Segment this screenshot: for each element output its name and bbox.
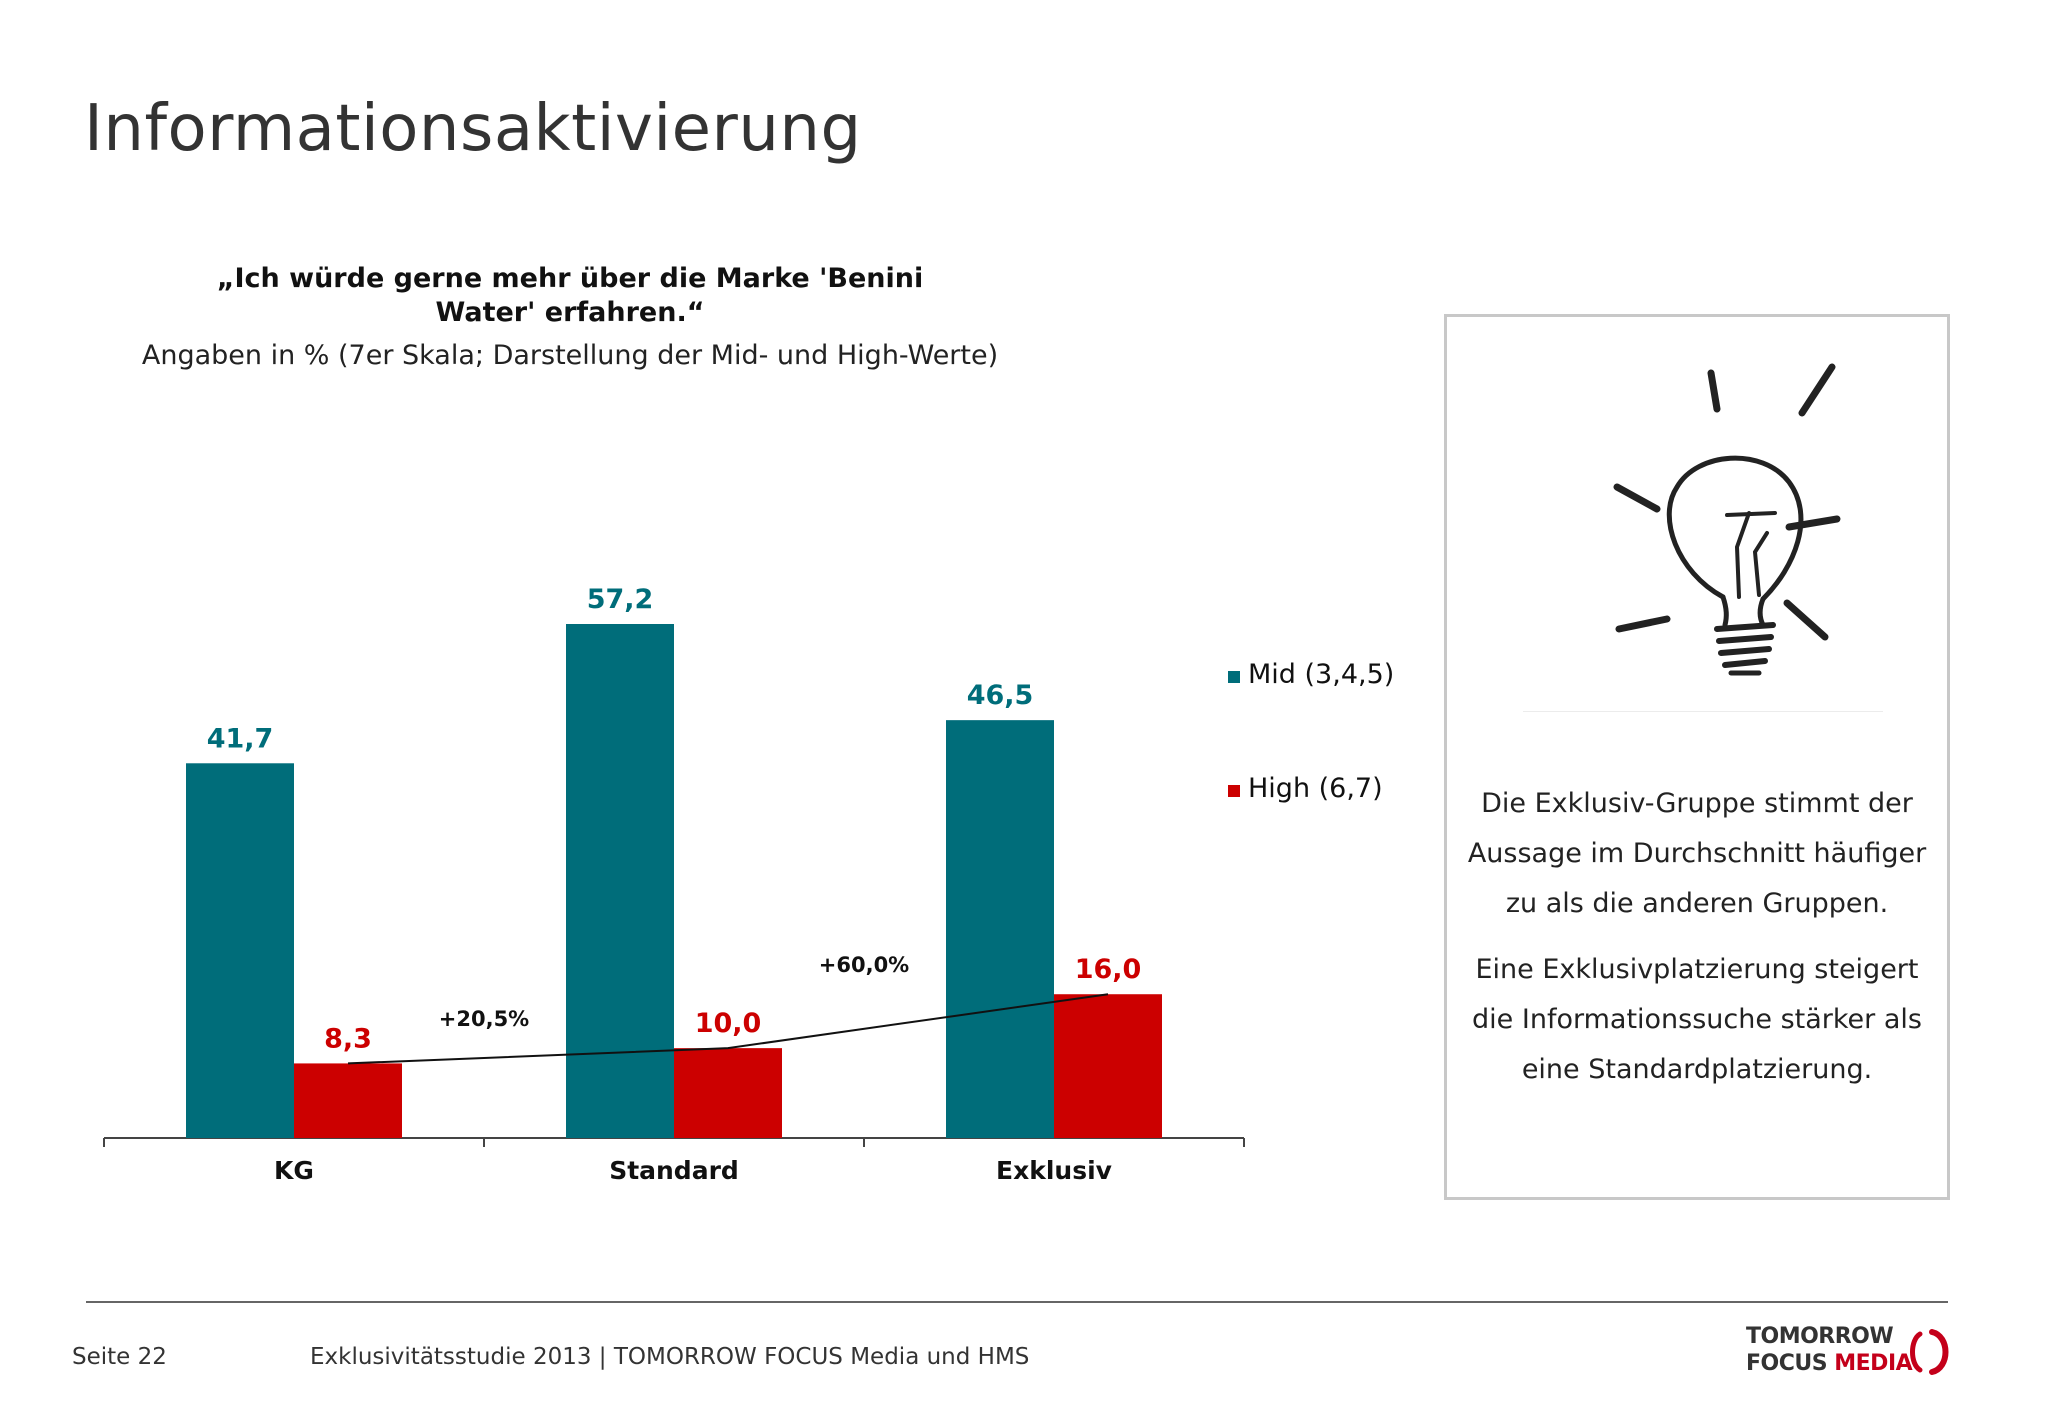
data-label-mid: 46,5 xyxy=(966,680,1034,712)
legend-swatch-high xyxy=(1228,785,1240,797)
category-label: Exklusiv xyxy=(996,1156,1112,1185)
growth-annotation: +60,0% xyxy=(818,953,910,978)
data-label-high: 16,0 xyxy=(1074,954,1142,986)
legend-label-mid: Mid (3,4,5) xyxy=(1248,659,1395,690)
info-paragraph-1: Die Exklusiv-Gruppe stimmt der Aussage im Durchschnitt häufiger zu als die anderen Gruppen. xyxy=(1467,788,1927,919)
logo-mark-icon xyxy=(1906,1326,1954,1378)
growth-annotation: +20,5% xyxy=(438,1007,530,1032)
page-number: Seite 22 xyxy=(72,1344,167,1370)
legend-swatch-mid xyxy=(1228,671,1240,683)
bar-mid xyxy=(186,763,294,1138)
info-box xyxy=(1444,314,1950,1200)
data-label-high: 10,0 xyxy=(694,1008,762,1040)
bar-mid xyxy=(946,720,1054,1138)
bar-high xyxy=(674,1048,782,1138)
logo-line-2: FOCUS MEDIA xyxy=(1746,1351,1913,1376)
bar-high xyxy=(1054,994,1162,1138)
logo-line-1: TOMORROW xyxy=(1746,1324,1894,1349)
slide-title: Informationsaktivierung xyxy=(84,92,862,166)
info-paragraph-2: Eine Exklusivplatzierung steigert die Informationssuche stärker als eine Standardplatzierung. xyxy=(1472,954,1922,1085)
legend-label-high: High (6,7) xyxy=(1248,773,1383,804)
bar-high xyxy=(294,1063,402,1138)
data-label-mid: 41,7 xyxy=(206,723,274,755)
footer-divider xyxy=(86,1301,1948,1303)
data-label-mid: 57,2 xyxy=(586,584,654,615)
chart-question: „Ich würde gerne mehr über die Marke 'Benini Water' erfahren.“ xyxy=(216,263,924,328)
separator xyxy=(1523,711,1883,712)
bar-mid xyxy=(566,624,674,1138)
company-logo xyxy=(1746,1324,1956,1378)
data-label-high: 8,3 xyxy=(324,1023,372,1055)
lightbulb-icon xyxy=(1527,347,1873,697)
category-label: KG xyxy=(274,1156,314,1185)
chart-subtitle: Angaben in % (7er Skala; Darstellung der Mid- und High-Werte) xyxy=(141,340,999,371)
category-label: Standard xyxy=(609,1156,739,1185)
footer-text: Exklusivitätsstudie 2013 | TOMORROW FOCUS Media und HMS xyxy=(310,1344,1030,1370)
info-text xyxy=(1455,779,1939,1111)
